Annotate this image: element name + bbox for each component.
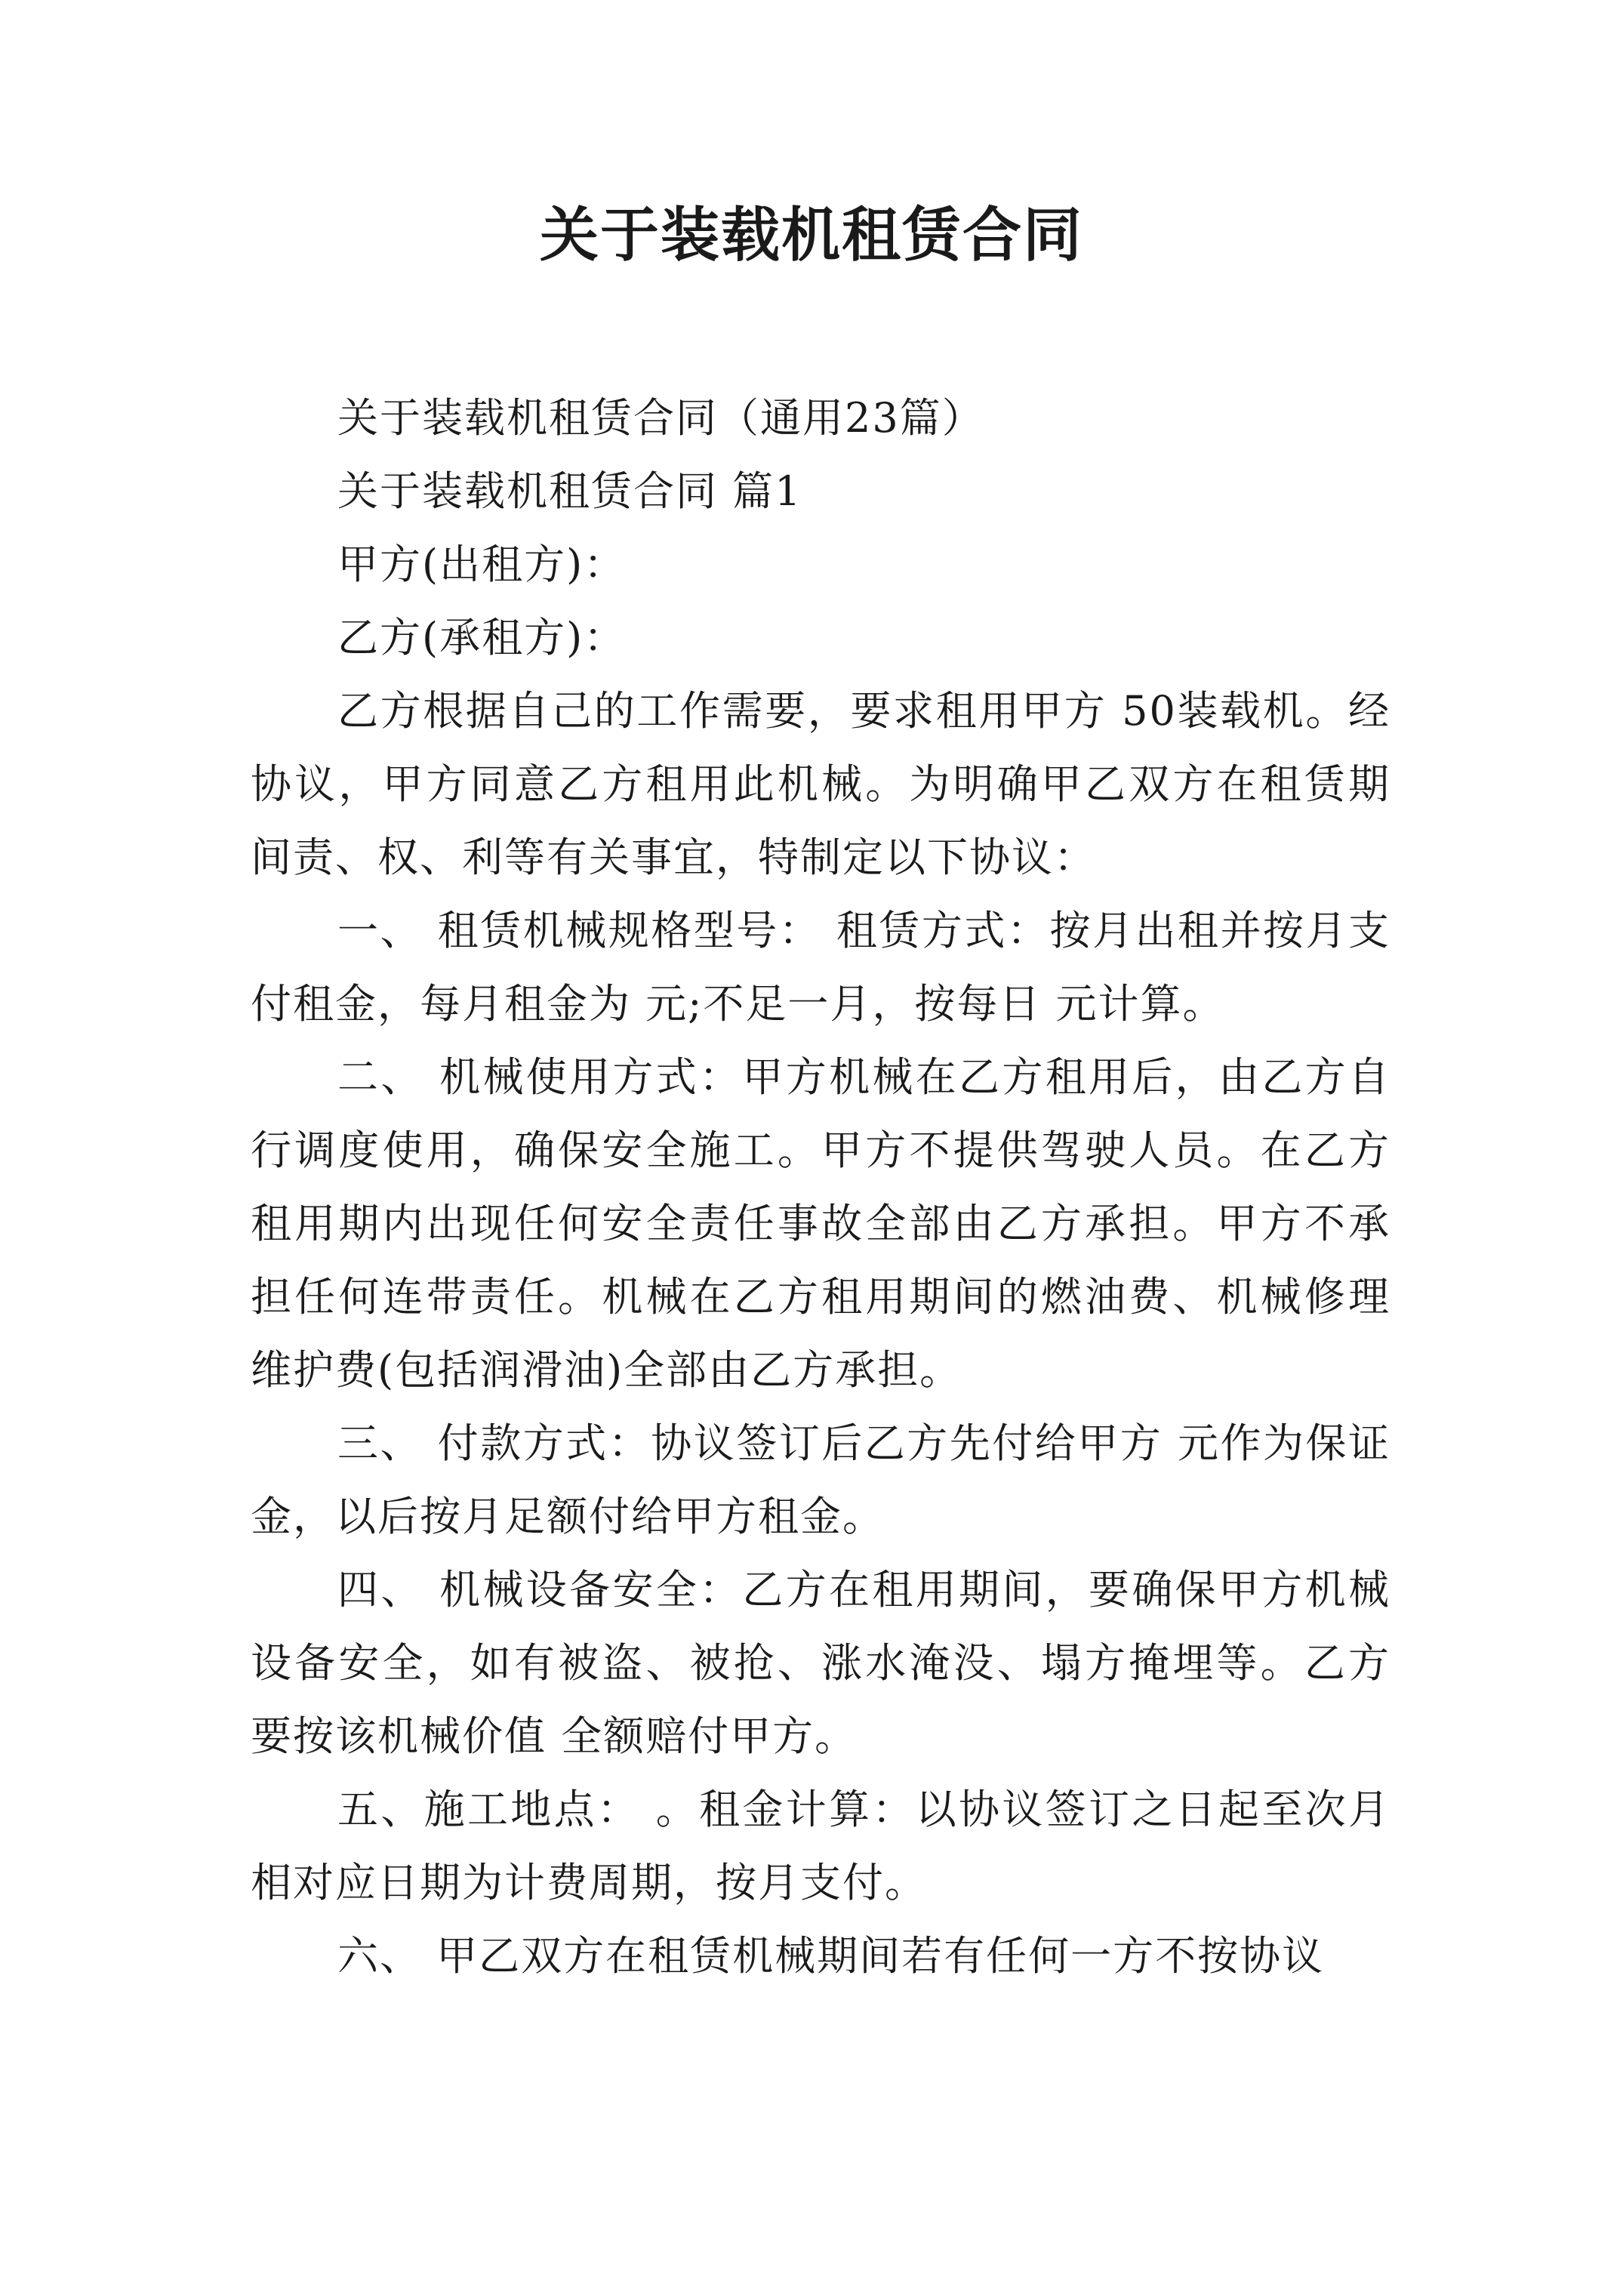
party-a-line: 甲方(出租方)： <box>337 541 627 588</box>
section-heading-paragraph: 关于装载机租赁合同 篇1 <box>337 467 802 515</box>
clause-3-paragraph: 三、 付款方式：协议签订后乙方先付给甲方 元作为保证金，以后按月足额付给甲方租金。 <box>251 1419 1390 1540</box>
document-body <box>251 381 1390 1992</box>
subtitle-paragraph: 关于装载机租赁合同（通用23篇） <box>337 394 984 442</box>
document-title: 关于装载机租赁合同 <box>539 201 1083 270</box>
clause-1-paragraph: 一、 租赁机械规格型号： 租赁方式：按月出租并按月支付租金，每月租金为 元;不足一月，按每日 元计算。 <box>251 907 1390 1028</box>
clause-5-paragraph: 五、施工地点： 。租金计算：以协议签订之日起至次月相对应日期为计费周期，按月支付。 <box>251 1786 1390 1906</box>
clause-4-paragraph: 四、 机械设备安全：乙方在租用期间，要确保甲方机械设备安全，如有被盗、被抢、涨水淹没、塌方掩埋等。乙方要按该机械价值 全额赔付甲方。 <box>251 1566 1390 1760</box>
party-b-line: 乙方(承租方)： <box>337 614 627 661</box>
intro-paragraph: 乙方根据自己的工作需要，要求租用甲方 50装载机。经协议，甲方同意乙方租用此机械。为明确甲乙双方在租赁期间责、权、利等有关事宜，特制定以下协议： <box>251 687 1390 881</box>
clause-2-paragraph: 二、 机械使用方式：甲方机械在乙方租用后，由乙方自行调度使用，确保安全施工。甲方不提供驾驶人员。在乙方租用期内出现任何安全责任事故全部由乙方承担。甲方不承担任何连带责任。机械在乙方租用期间的燃油费、机械修理维护费(包括润滑油)全部由乙方承担。 <box>251 1053 1390 1394</box>
clause-6-paragraph: 六、 甲乙双方在租赁机械期间若有任何一方不按协议 <box>337 1932 1325 1980</box>
